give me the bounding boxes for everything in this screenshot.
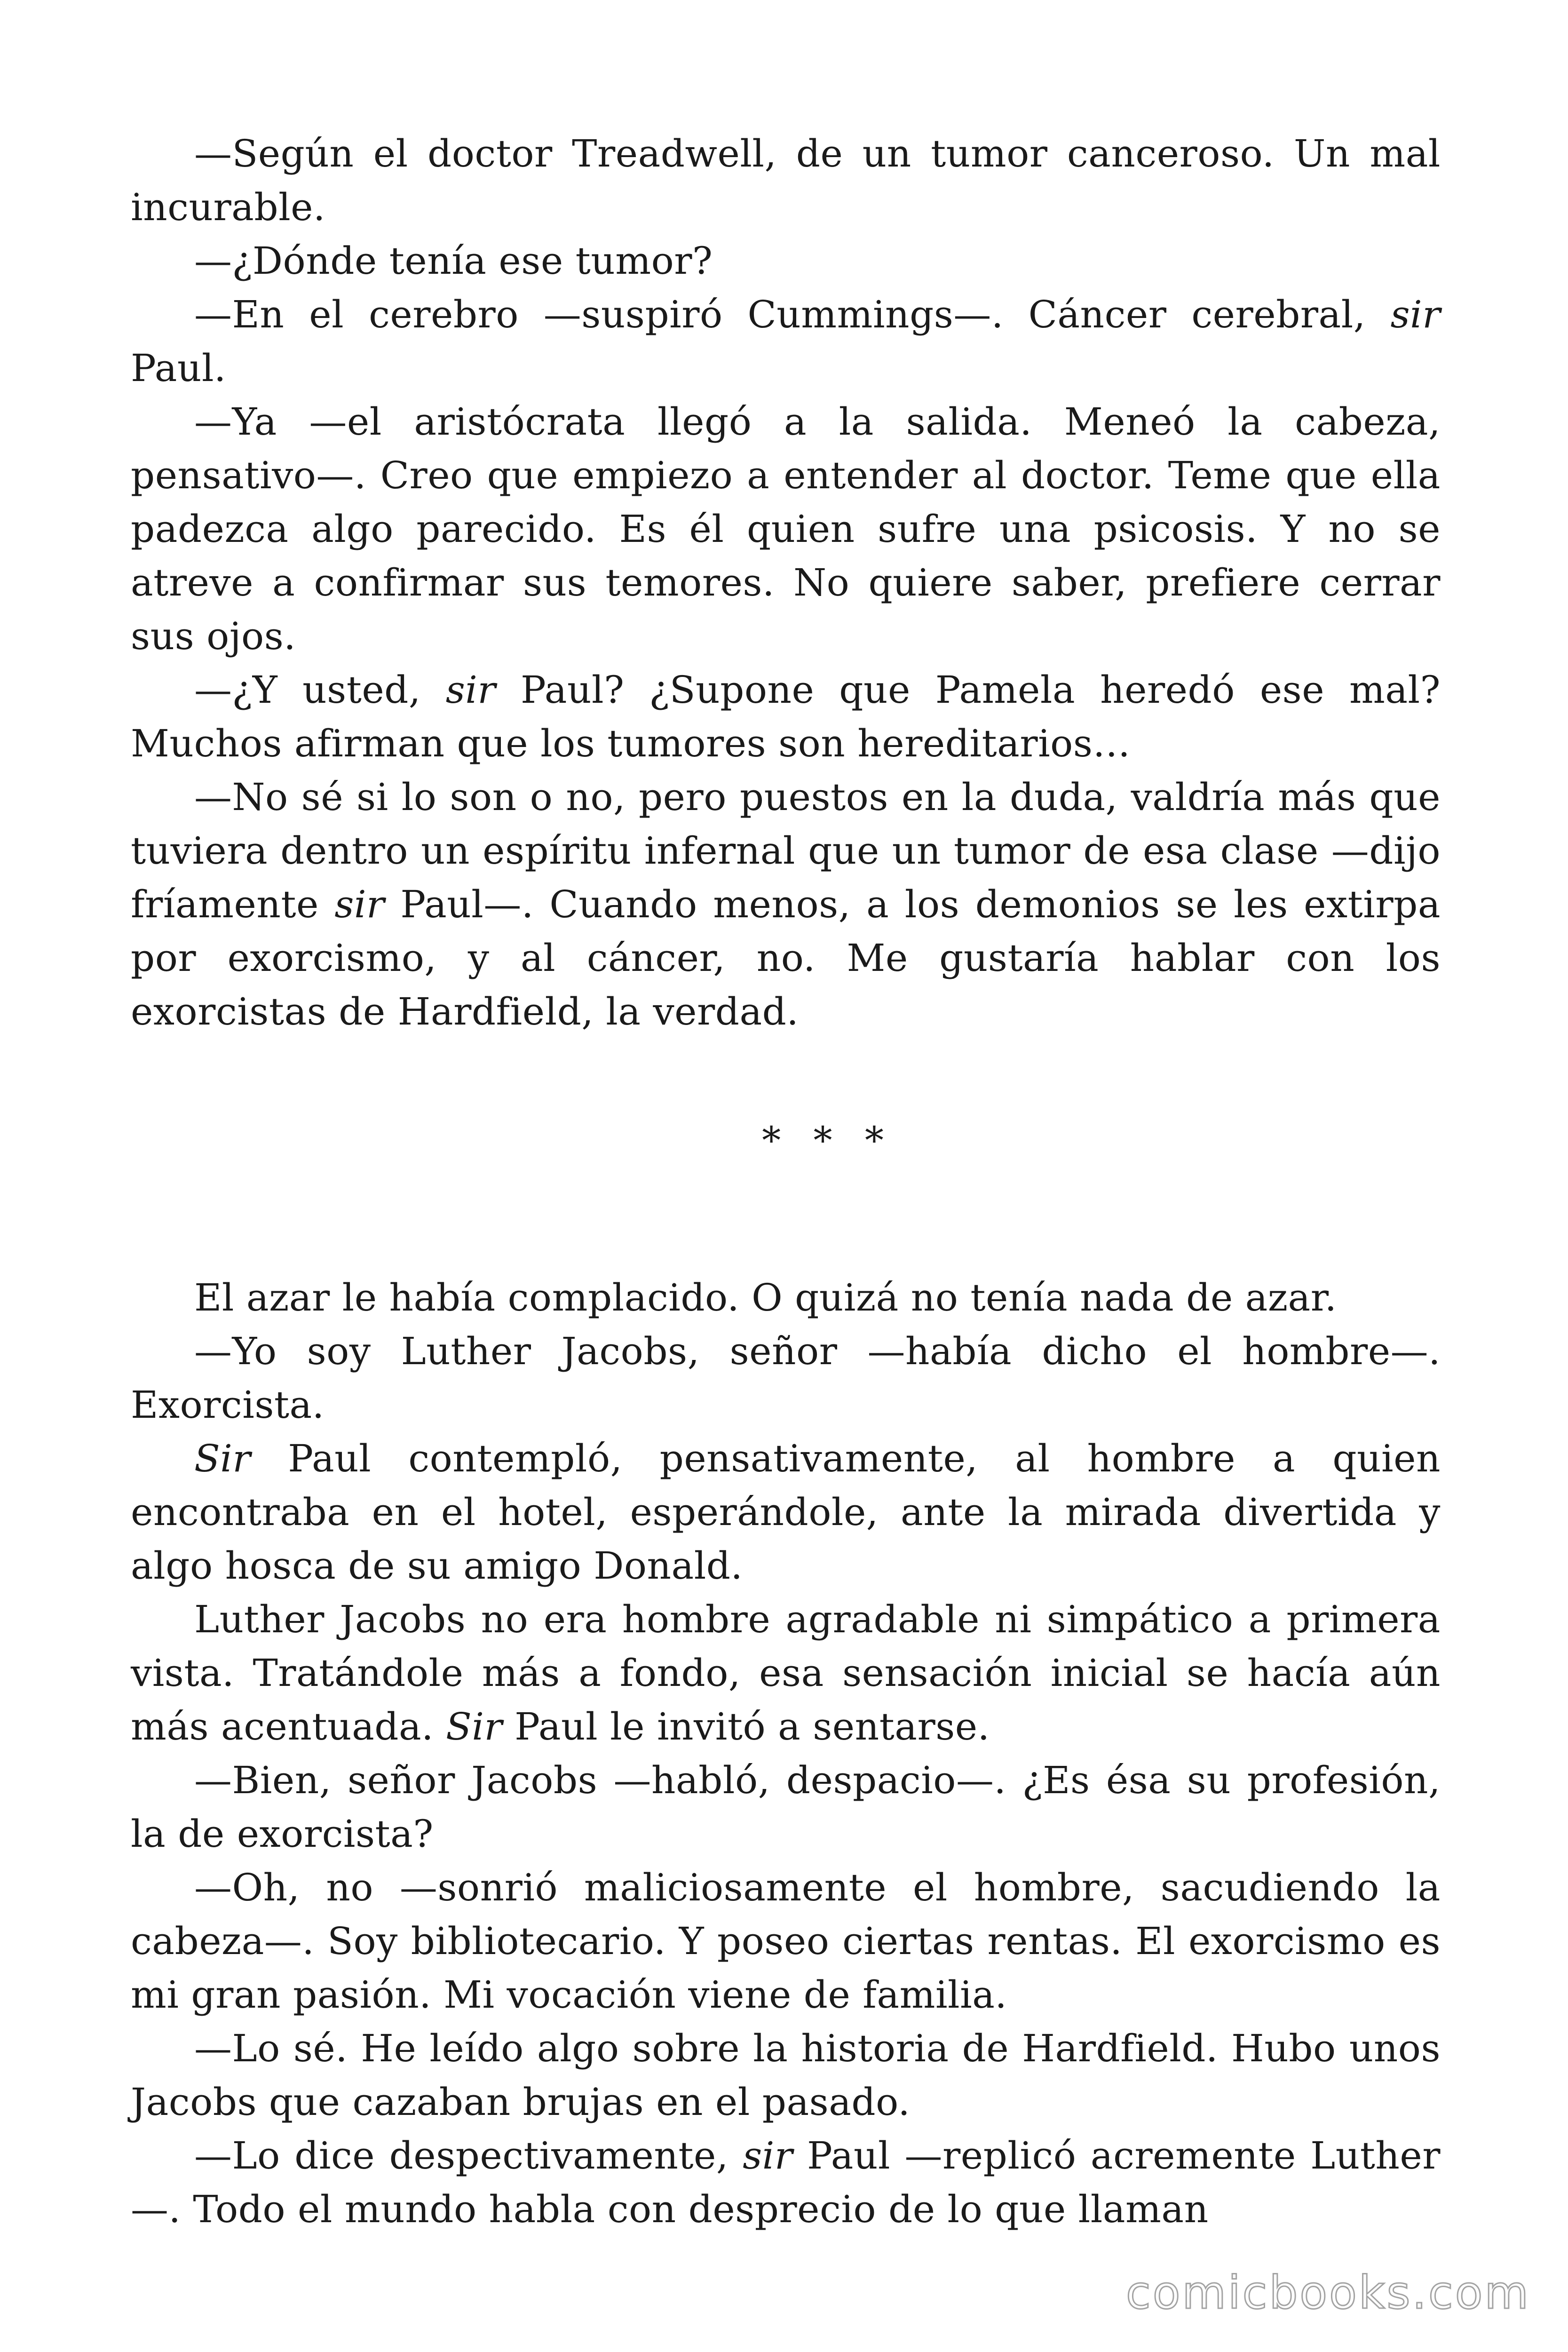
text-run: El azar le había complacido. O quizá no tenía nada de azar.: [194, 1276, 1337, 1319]
text-run: —Oh, no —sonrió maliciosamente el hombre, sacudiendo la cabeza—. Soy bibliotecario. Y poseo ciertas rentas. El exorcismo es mi gran pasión. Mi vocación viene de familia.: [131, 1866, 1441, 2017]
text-run: Paul contempló, pensativamente, al hombre a quien encontraba en el hotel, esperándole, ante la mirada divertida y algo hosca de su amigo Donald.: [131, 1437, 1441, 1588]
text-run: —¿Y usted,: [194, 668, 446, 712]
paragraph: [131, 1593, 1441, 1754]
paragraph: [131, 1432, 1441, 1593]
paragraph: [131, 2022, 1441, 2129]
paragraph: [131, 288, 1441, 395]
text-run: Paul le invitó a sentarse.: [502, 1705, 990, 1748]
text-run: Paul? ¿Supone que Pamela heredó ese mal? Muchos afirman que los tumores son hereditarios…: [131, 668, 1441, 765]
italic-text: sir: [743, 2134, 793, 2177]
text-block-before-break: [131, 127, 1441, 1039]
text-run: —No sé si lo son o no, pero puestos en la duda, valdría más que tuviera dentro un espíritu infernal que un tumor de esa clase —dijo fríamente: [131, 775, 1441, 926]
italic-text: sir: [445, 668, 496, 712]
paragraph: [131, 1754, 1441, 1861]
paragraph: [131, 1325, 1441, 1432]
watermark-logo: comicbooks.com: [1125, 2266, 1530, 2319]
italic-text: sir: [1390, 293, 1441, 336]
italic-text: Sir: [446, 1705, 503, 1748]
italic-text: Sir: [194, 1437, 251, 1480]
paragraph: [131, 127, 1441, 234]
book-page: [131, 127, 1441, 2236]
text-run: Paul —replicó acremente Luther —. Todo el mundo habla con desprecio de lo que llaman: [131, 2134, 1441, 2231]
text-run: —Yo soy Luther Jacobs, señor —había dicho el hombre—. Exorcista.: [131, 1329, 1441, 1427]
paragraph: [131, 1271, 1441, 1325]
text-run: —Lo sé. He leído algo sobre la historia de Hardfield. Hubo unos Jacobs que cazaban brujas en el pasado.: [131, 2026, 1441, 2124]
text-block-after-break: [131, 1271, 1441, 2236]
paragraph: [131, 1861, 1441, 2022]
text-run: —En el cerebro —suspiró Cummings—. Cáncer cerebral,: [194, 293, 1391, 336]
paragraph: [131, 663, 1441, 771]
paragraph: [131, 395, 1441, 663]
paragraph: [131, 771, 1441, 1039]
text-run: Luther Jacobs no era hombre agradable ni simpático a primera vista. Tratándole más a fondo, esa sensación inicial se hacía aún más acentuada.: [131, 1597, 1441, 1748]
text-run: Paul.: [131, 346, 226, 390]
text-run: —Según el doctor Treadwell, de un tumor canceroso. Un mal incurable.: [131, 132, 1441, 229]
paragraph: [131, 234, 1441, 288]
section-break: * * *: [762, 1119, 894, 1162]
text-run: —¿Dónde tenía ese tumor?: [194, 239, 713, 283]
text-run: —Bien, señor Jacobs —habló, despacio—. ¿Es ésa su profesión, la de exorcista?: [131, 1758, 1441, 1856]
italic-text: sir: [334, 882, 385, 926]
text-run: —Lo dice despectivamente,: [194, 2134, 743, 2177]
text-run: —Ya —el aristócrata llegó a la salida. Meneó la cabeza, pensativo—. Creo que empiezo a entender al doctor. Teme que ella padezca algo parecido. Es él quien sufre una psicosis. Y no se atreve a confirmar sus temores. No quiere saber, prefiere cerrar sus ojos.: [131, 400, 1441, 658]
paragraph: [131, 2129, 1441, 2236]
text-run: Paul—. Cuando menos, a los demonios se les extirpa por exorcismo, y al cáncer, no. Me gustaría hablar con los exorcistas de Hardfield, la verdad.: [131, 882, 1441, 1033]
